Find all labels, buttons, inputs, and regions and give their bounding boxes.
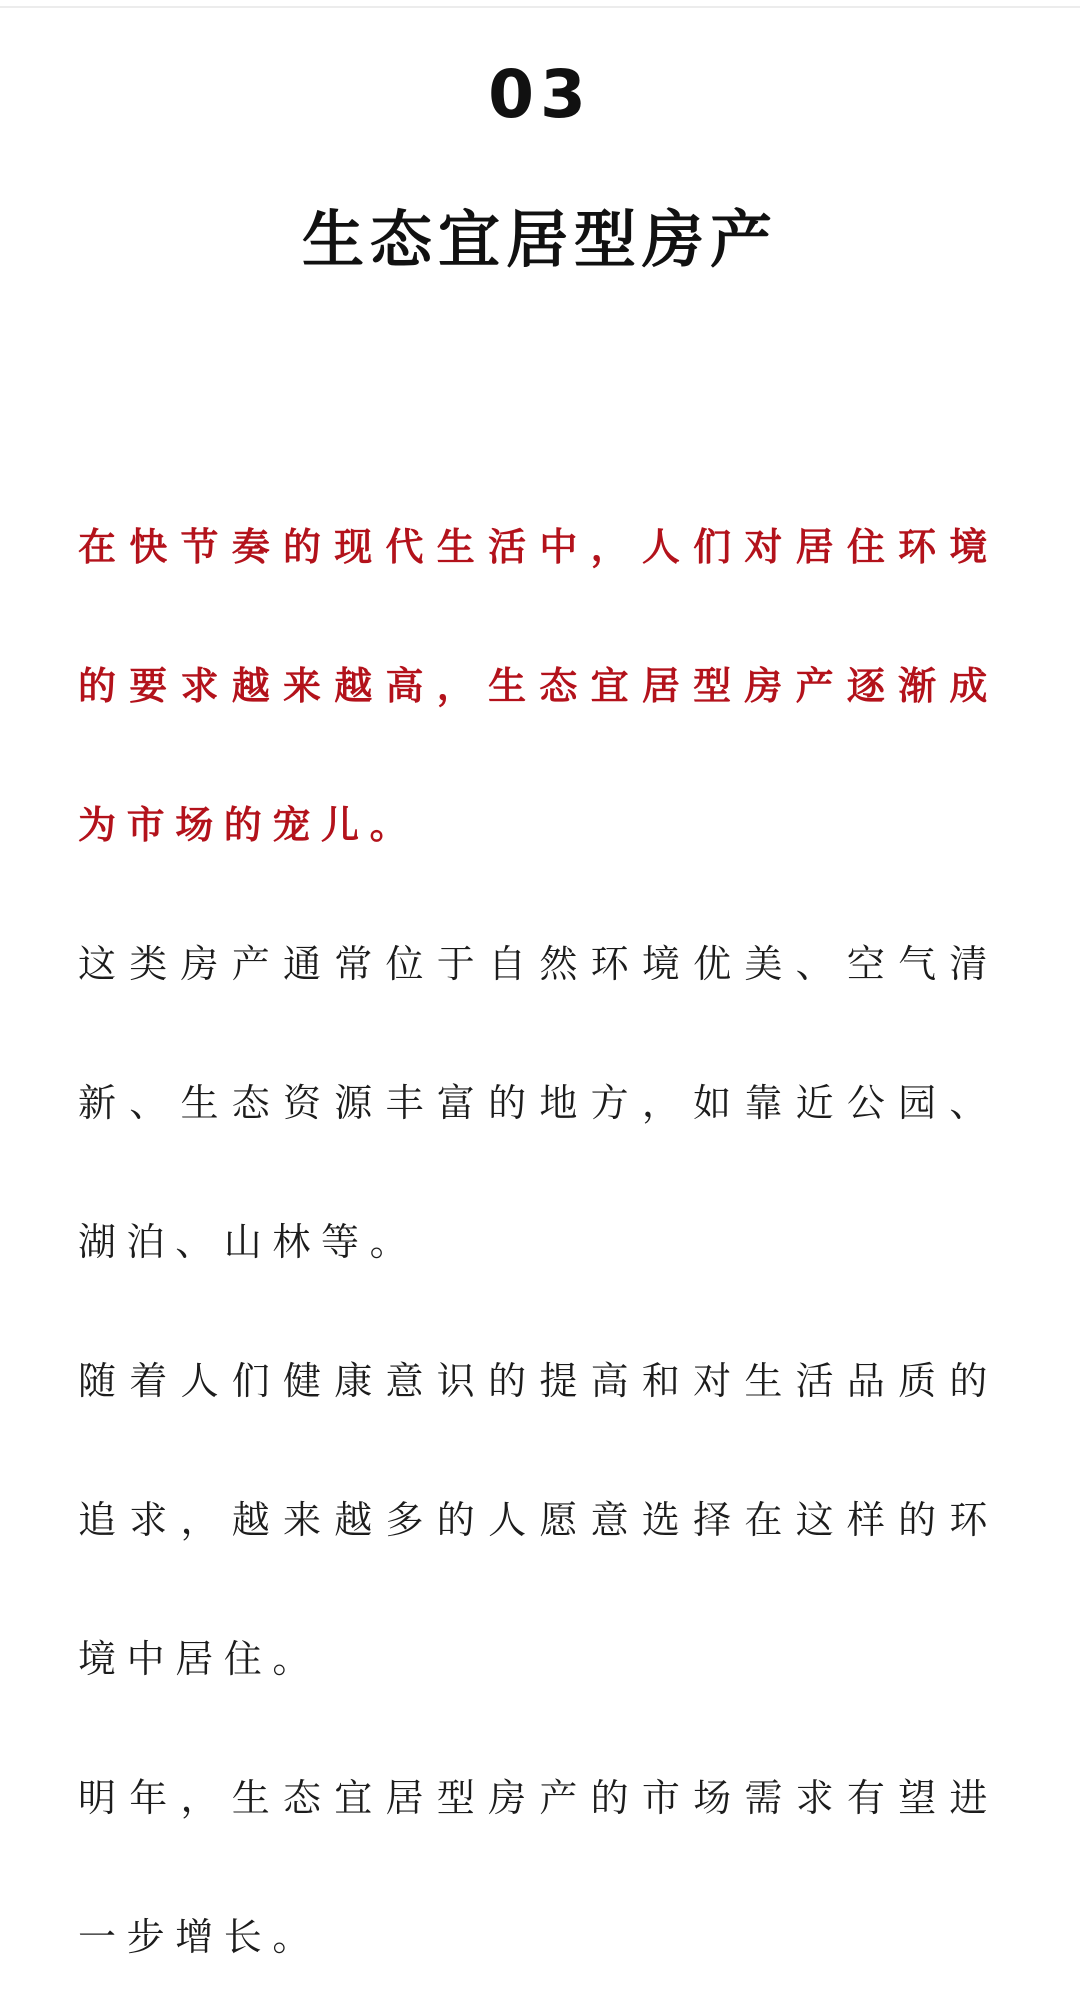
article-body — [78, 478, 998, 2007]
body-paragraph: 这类房产通常位于自然环境优美、空气清新、生态资源丰富的地方，如靠近公园、湖泊、山林等。 — [78, 942, 998, 1264]
top-divider — [0, 6, 1080, 8]
section-title: 生态宜居型房产 — [301, 203, 778, 276]
section-number: 03 — [488, 56, 592, 133]
body-paragraph: 明年，生态宜居型房产的市场需求有望进一步增长。 — [78, 1776, 998, 1959]
highlight-paragraph: 在快节奏的现代生活中，人们对居住环境的要求越来越高，生态宜居型房产逐渐成为市场的宠儿。 — [78, 525, 998, 847]
body-paragraph: 随着人们健康意识的提高和对生活品质的追求，越来越多的人愿意选择在这样的环境中居住。 — [78, 1359, 998, 1681]
